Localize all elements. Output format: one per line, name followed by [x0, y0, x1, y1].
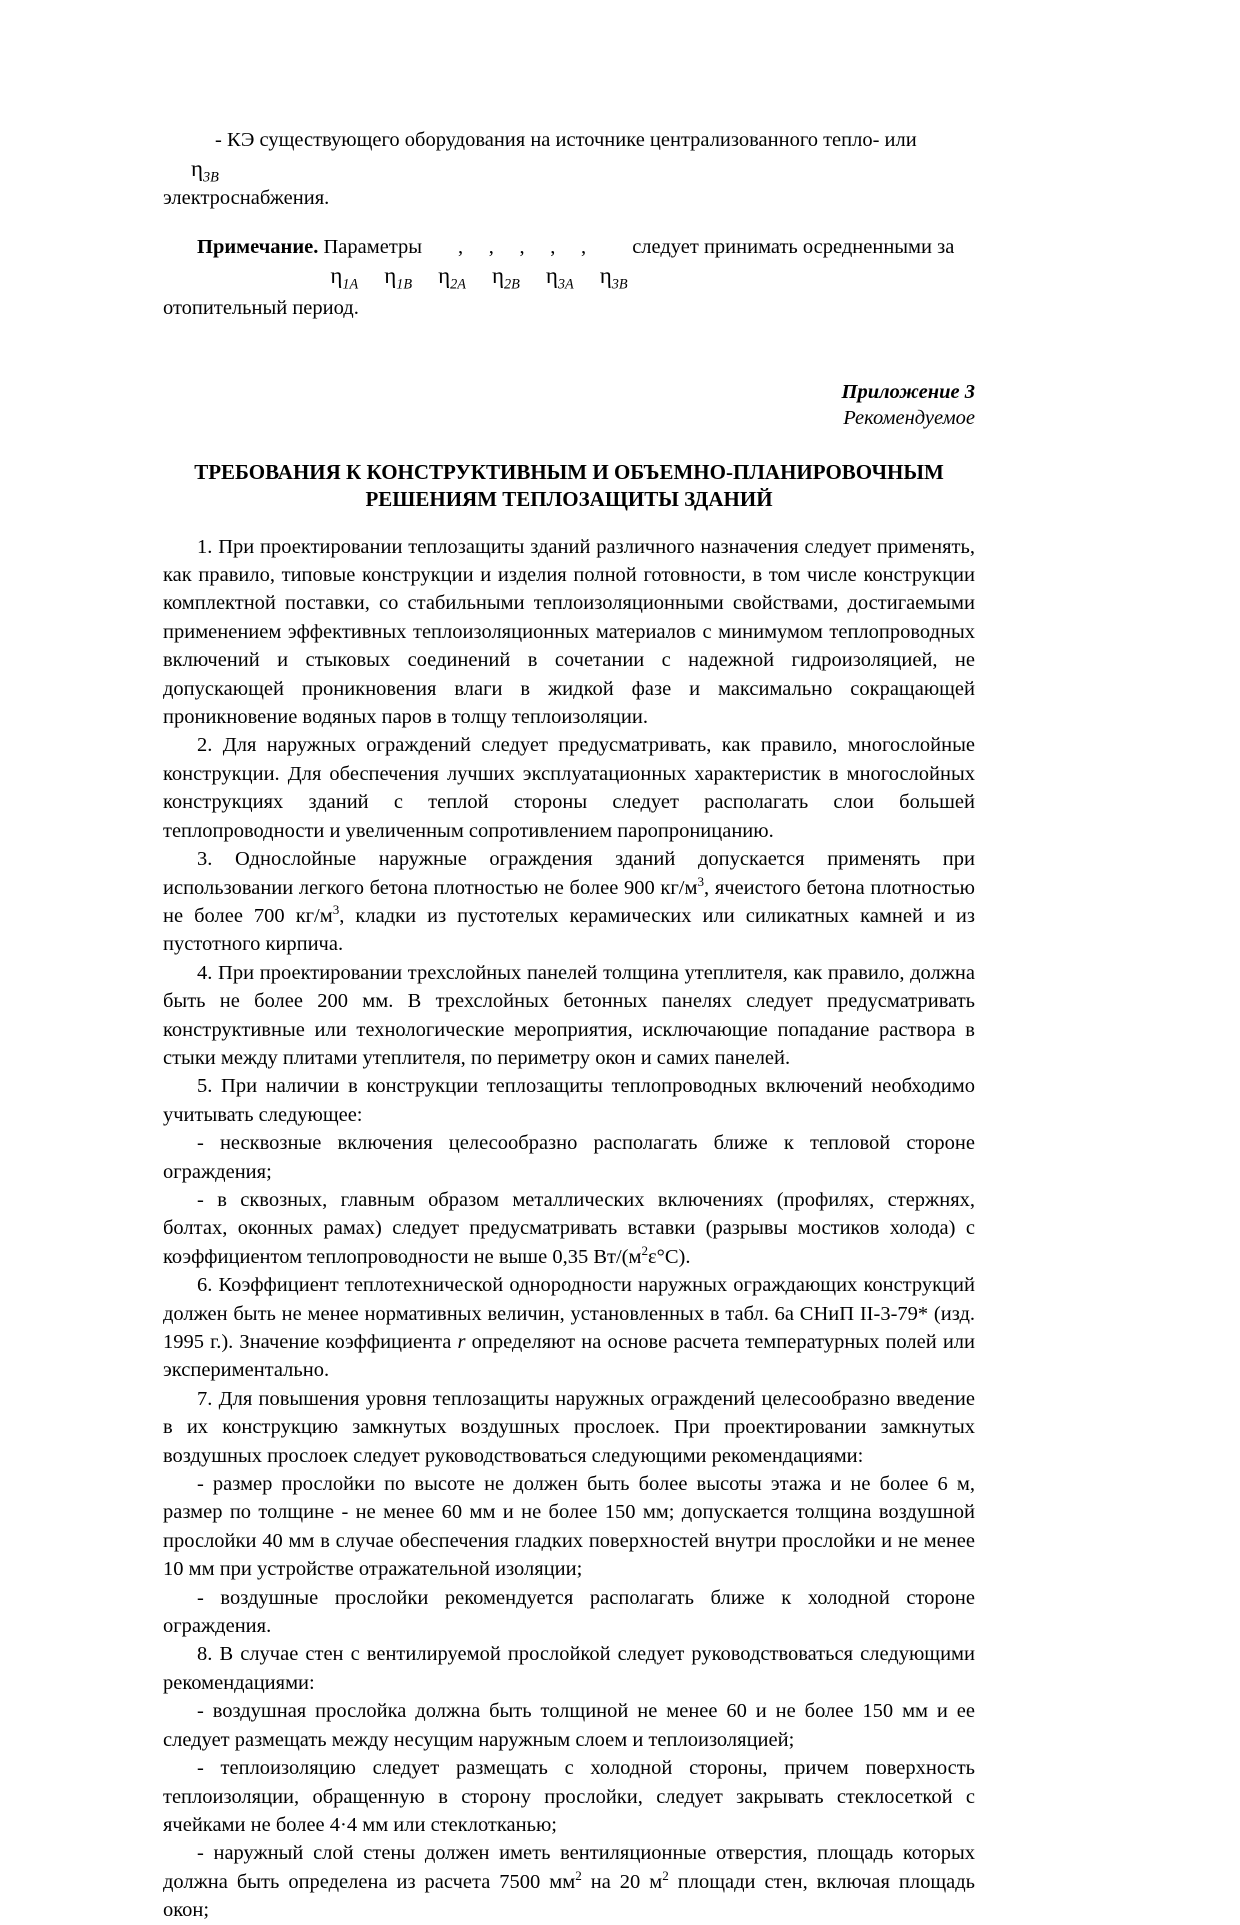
paragraph-8-bullet-3-part-b: на 20 м [581, 1870, 663, 1893]
eta-symbol-3v-inline [163, 154, 975, 184]
paragraph-6-symbol-r: r [457, 1331, 466, 1353]
note-comma-run: , , , , , [427, 235, 628, 258]
appendix-number: Приложение 3 [841, 380, 975, 403]
eta-2v-subscript: 2В [504, 276, 520, 293]
eta-glyph: $\eta_{3В}$ [191, 156, 219, 186]
spacer [163, 213, 975, 233]
note-lead: Параметры [323, 235, 423, 258]
paragraph-3-superscript-2: 3 [332, 902, 340, 918]
paragraph-8-bullet-3-superscript-2: 2 [662, 1867, 669, 1883]
page-title-line-1: ТРЕБОВАНИЯ К КОНСТРУКТИВНЫМ И ОБЪЕМНО-ПЛАНИРОВОЧНЫМ [194, 459, 944, 484]
bullet-line-ke: - КЭ существующего оборудования на источнике централизованного тепло- или [215, 129, 917, 151]
paragraph-8-bullet-3-part-c: площади стен, включая площадь окон; [163, 1870, 975, 1922]
eta-1v: $\eta_{1В}$ [384, 263, 413, 293]
paragraph-8-bullet-3-superscript-1: 2 [575, 1867, 582, 1883]
paragraph-5-bullet-2-part-a: - в сквозных, главным образом металлических включениях (профилях, стержнях, болтах, оконных рамах) следует предусматривать вставки (разрывы мостиков холода) с коэффициентом теплопроводности не выше 0,35 Вт/(м [163, 1188, 975, 1268]
spacer [163, 323, 975, 369]
eta-3v-subscript: 3В [611, 276, 628, 293]
note-last-line: отопительный период. [163, 297, 359, 320]
eta-3a-subscript: 3А [557, 276, 574, 293]
paragraph-8-bullet-3 [163, 1839, 975, 1924]
paragraph-5-bullet-2-part-b: ε°С). [648, 1245, 691, 1268]
paragraph-7: 7. Для повышения уровня теплозащиты наружных ограждений целесообразно введение в их конструкцию замкнутых воздушных прослоек. При проектировании замкнутых воздушных прослоек следует руководствоваться следующими рекомендациями: [163, 1387, 975, 1467]
paragraph-3-superscript-1: 3 [697, 873, 705, 889]
paragraph-6 [163, 1271, 975, 1385]
paragraph-8-bullet-3-part-a: - наружный слой стены должен иметь вентиляционные отверстия, площадь которых должна быть определена из расчета 7500 мм [163, 1842, 975, 1893]
eta-3a: $\eta_{3А}$ [545, 263, 574, 293]
paragraph-6-part-a: 6. Коэффициент теплотехнической однородности наружных ограждающих конструкций должен быть не менее нормативных величин, установленных в табл. 6а СНиП II-3-79* (изд. 1995 г.). Значение коэффициента [163, 1274, 975, 1353]
paragraph-6-part-b: определяют на основе расчета температурных полей или экспериментально. [163, 1331, 975, 1382]
eta-2a-subscript: 2А [450, 276, 466, 293]
paragraph-7-bullet-2: - воздушные прослойки рекомендуется располагать ближе к холодной стороне ограждения. [163, 1586, 975, 1638]
paragraph-7-bullet-1: - размер прослойки по высоте не должен быть более высоты этажа и не более 6 м, размер по толщине - не менее 60 мм и не более 150 мм; допускается толщина воздушной прослойки 40 мм в случае обеспечения гладких поверхностей внутри прослойки и не менее 10 мм при устройстве отражательной изоляции; [163, 1473, 975, 1581]
paragraph-3-part-a: 3. Однослойные наружные ограждения зданий допускается применять при использовании легкого бетона плотностью не более 900 кг/м [163, 848, 975, 899]
paragraph-8-bullet-2: - теплоизоляцию следует размещать с холодной стороны, причем поверхность теплоизоляции, обращенную в сторону прослойки, следует закрывать стеклосеткой с ячейками не более 4·4 мм или стеклотканью; [163, 1757, 975, 1836]
paragraph-5-bullet-2 [163, 1186, 975, 1271]
page-title-line-2: РЕШЕНИЯМ ТЕПЛОЗАЩИТЫ ЗДАНИЙ [365, 486, 773, 511]
spacer [163, 431, 975, 459]
paragraph-3 [163, 845, 975, 959]
paragraph-2: 2. Для наружных ограждений следует предусматривать, как правило, многослойные конструкции. Для обеспечения лучших эксплуатационных характеристик в многослойных конструкциях зданий с теплой стороны следует располагать слои большей теплопроводности и увеличенным сопротивлением паропроницанию. [163, 734, 975, 842]
eta-1v-subscript: 1В [396, 276, 413, 293]
paragraph-5-bullet-1: - несквозные включения целесообразно располагать ближе к тепловой стороне ограждения; [163, 1132, 975, 1183]
spacer [163, 513, 975, 533]
note-line [163, 233, 975, 261]
paragraph-1: 1. При проектировании теплозащиты зданий различного назначения следует применять, как правило, типовые конструкции и изделия полной готовности, в том числе конструкции комплектной поставки, со стабильными теплоизоляционными свойствами, достигаемыми применением эффективных теплоизоляционных материалов с минимумом теплопроводных включений и стыковых соединений в сочетании с надежной гидроизоляцией, не допускающей проникновения влаги в жидкой фазе и максимально сокращающей проникновение водяных паров в толщу теплоизоляции. [163, 535, 975, 729]
paragraph-8: 8. В случае стен с вентилируемой прослойкой следует руководствоваться следующими рекомендациями: [163, 1643, 975, 1694]
paragraph-3-part-b: , ячеистого бетона плотностью не более 700 кг/м [163, 876, 975, 927]
eta-subscript: 3В [203, 170, 219, 186]
continuation-elektrosnabzheniya: электроснабжения. [163, 187, 330, 210]
eta-symbol-row [163, 261, 975, 294]
eta-1a-subscript: 1А [342, 276, 359, 293]
note-tail: следует принимать осредненными за [632, 235, 955, 258]
eta-3v: $\eta_{3В}$ [599, 263, 628, 293]
note-label: Примечание. [197, 235, 319, 258]
eta-2a: $\eta_{2А}$ [438, 263, 466, 293]
spacer [163, 369, 975, 379]
page-content [163, 126, 975, 1925]
paragraph-4: 4. При проектировании трехслойных панелей толщина утеплителя, как правило, должна быть не более 200 мм. В трехслойных бетонных панелях следует предусматривать конструктивные или технологические мероприятия, исключающие попадание раствора в стыки между плитами утеплителя, по периметру окон и самих панелей. [163, 961, 975, 1069]
paragraph-8-bullet-1: - воздушная прослойка должна быть толщиной не менее 60 и не более 150 мм и ее следует размещать между несущим наружным слоем и теплоизоляцией; [163, 1700, 975, 1751]
appendix-kind: Рекомендуемое [843, 406, 975, 429]
paragraph-5: 5. При наличии в конструкции теплозащиты теплопроводных включений необходимо учитывать следующее: [163, 1075, 975, 1126]
eta-1a: $\eta_{1А}$ [330, 263, 359, 293]
paragraph-5-bullet-2-superscript: 2 [641, 1242, 649, 1258]
eta-2v: $\eta_{2В}$ [492, 263, 520, 293]
paragraph-3-part-c: , кладки из пустотелых керамических или силикатных камней и из пустотного кирпича. [163, 904, 975, 956]
